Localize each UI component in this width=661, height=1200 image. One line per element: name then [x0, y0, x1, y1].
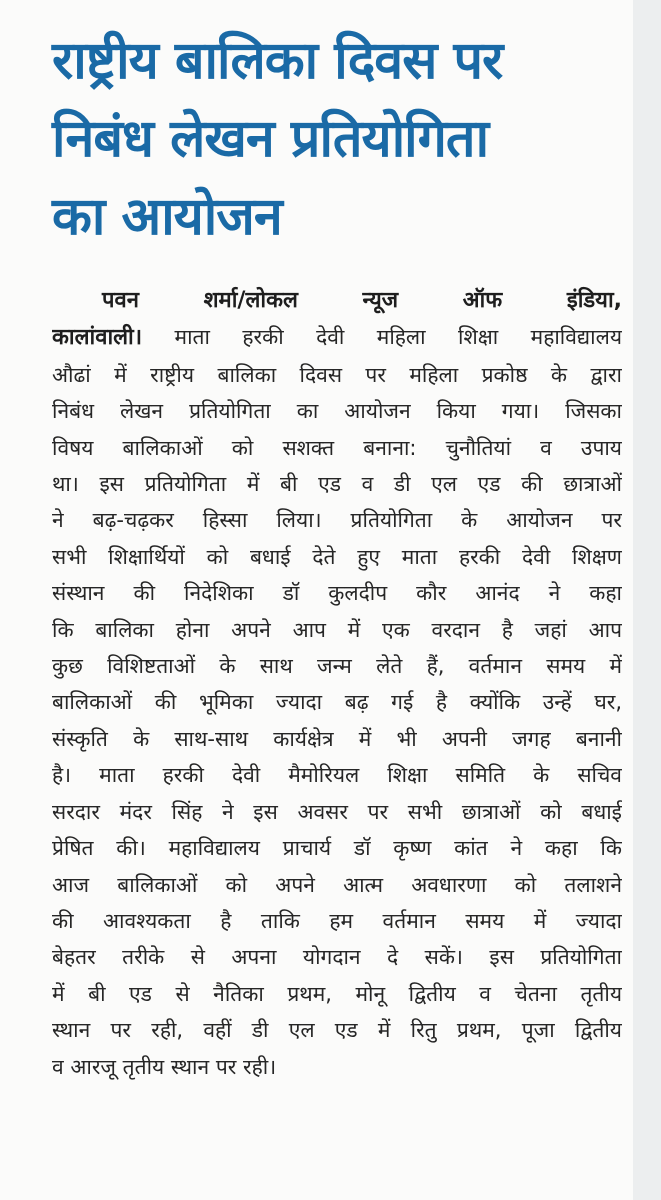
article-line: ने बढ़-चढ़कर हिस्सा लिया। प्रतियोगिता के आयोजन पर: [52, 508, 622, 533]
headline-line-2: निबंध लेखन प्रतियोगिता: [52, 109, 489, 169]
article-line: है। माता हरकी देवी मैमोरियल शिक्षा समिति के सचिव: [52, 763, 622, 788]
article-line: सभी शिक्षार्थियों को बधाई देते हुए माता हरकी देवी शिक्षण: [52, 544, 622, 569]
byline: [52, 282, 622, 319]
article-line: स्थान पर रही, वहीं डी एल एड में रितु प्रथम, पूजा द्वितीय: [52, 1018, 622, 1043]
article-line: निबंध लेखन प्रतियोगिता का आयोजन किया गया। जिसका: [52, 399, 622, 424]
article-line: संस्थान की निदेशिका डॉ कुलदीप कौर आनंद ने कहा: [52, 581, 622, 606]
page-edge-strip: [633, 0, 661, 1200]
article-line-last: व आरजू तृतीय स्थान पर रही।: [52, 1054, 277, 1079]
article-line: प्रेषित की। महाविद्यालय प्राचार्य डॉ कृष्ण कांत ने कहा कि: [52, 836, 622, 861]
article-body: [52, 282, 622, 1085]
article-line: बेहतर तरीके से अपना योगदान दे सकें। इस प्रतियोगिता: [52, 945, 622, 970]
article-line: आज बालिकाओं को अपने आत्म अवधारणा को तलाशने: [52, 872, 622, 897]
article-line-text: माता हरकी देवी महिला शिक्षा महाविद्यालय: [142, 325, 622, 350]
headline-line-3: का आयोजन: [52, 187, 282, 247]
article-line: [52, 319, 622, 356]
byline-location: कालांवाली।: [52, 325, 143, 351]
article-line: बालिकाओं की भूमिका ज्यादा बढ़ गई है क्योंकि उन्हें घर,: [52, 690, 622, 715]
article-line: की आवश्यकता है ताकि हम वर्तमान समय में ज्यादा: [52, 908, 622, 933]
article-line: संस्कृति के साथ-साथ कार्यक्षेत्र में भी अपनी जगह बनानी: [52, 726, 622, 751]
byline-author: पवन शर्मा/लोकल न्यूज ऑफ इंडिया,: [102, 288, 622, 313]
article-line: कि बालिका होना अपने आप में एक वरदान है जहां आप: [52, 617, 622, 642]
headline-line-1: राष्ट्रीय बालिका दिवस पर: [52, 31, 503, 91]
article-line: विषय बालिकाओं को सशक्त बनाना: चुनौतियां व उपाय: [52, 435, 622, 460]
article-line: कुछ विशिष्टताओं के साथ जन्म लेते हैं, वर्तमान समय में: [52, 654, 622, 679]
article-line: में बी एड से नैतिका प्रथम, मोनू द्वितीय व चेतना तृतीय: [52, 981, 622, 1006]
headline: [52, 22, 632, 256]
article-line: औढां में राष्ट्रीय बालिका दिवस पर महिला प्रकोष्ठ के द्वारा: [52, 362, 622, 387]
article-line: था। इस प्रतियोगिता में बी एड व डी एल एड की छात्राओं: [52, 472, 622, 497]
article-line: सरदार मंदर सिंह ने इस अवसर पर सभी छात्राओं को बधाई: [52, 799, 622, 824]
